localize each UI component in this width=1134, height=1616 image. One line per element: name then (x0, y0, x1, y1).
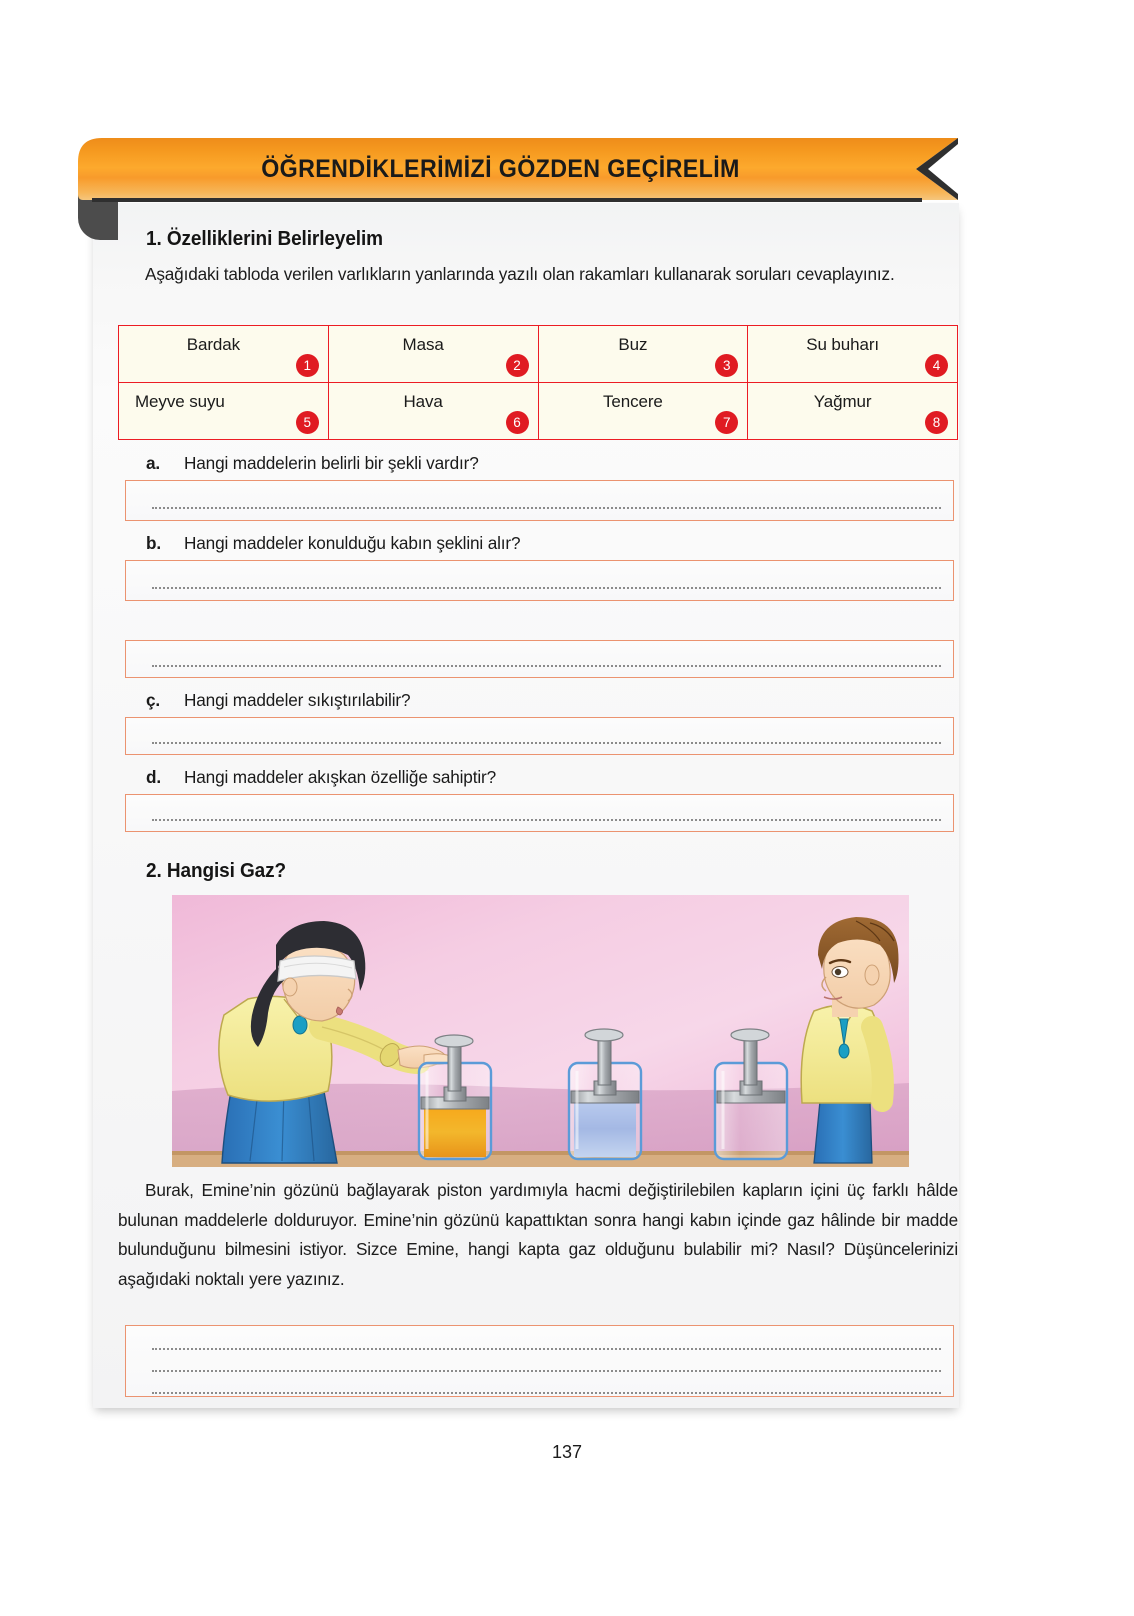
table-cell-meyve-suyu (119, 383, 329, 440)
question-text: Hangi maddeler akışkan özelliğe sahiptir? (184, 767, 496, 787)
answer-dotted-line (152, 742, 941, 744)
cell-label: Bardak (186, 335, 240, 354)
question-text: Hangi maddelerin belirli bir şekli vardır? (184, 453, 479, 473)
table-cell-hava (328, 383, 538, 440)
question-letter: b. (146, 533, 161, 553)
number-badge: 5 (296, 411, 319, 434)
section-2-paragraph: Burak, Emine’nin gözünü bağlayarak piston yardımıyla hacmi değiştirilebilen kapların içini üç farklı hâlde bulunan maddelerle dolduruyor. Emine’nin gözünü kapattıktan sonra hangi kabın içinde gaz hâlinde bir madde bulunduğunu bilmesini istiyor. Sizce Emine, hangi kapta gaz olduğunu bulabilir mi? Nasıl? Düşüncelerinizi aşağıdaki noktalı yere yazınız. (118, 1180, 958, 1289)
number-badge: 2 (506, 354, 529, 377)
question-c-cedilla (146, 690, 410, 711)
answer-dotted-line (152, 1392, 941, 1394)
answer-box-c[interactable] (125, 640, 954, 678)
page-title: ÖĞRENDİKLERİMİZİ GÖZDEN GEÇİRELİM (261, 154, 740, 183)
answer-box-b[interactable] (125, 560, 954, 601)
cell-label: Hava (403, 392, 443, 411)
question-text: Hangi maddeler konulduğu kabın şeklini alır? (184, 533, 521, 553)
answer-dotted-line (152, 587, 941, 589)
cell-label: Masa (402, 335, 444, 354)
question-letter: ç. (146, 690, 161, 710)
experiment-illustration (172, 895, 909, 1167)
table-cell-bardak (119, 326, 329, 383)
answer-dotted-line (152, 819, 941, 821)
question-d (146, 767, 496, 788)
cell-label: Yağmur (813, 392, 872, 411)
table-cell-yagmur (748, 383, 958, 440)
number-badge: 4 (925, 354, 948, 377)
answer-dotted-line (152, 1348, 941, 1350)
answer-box-a[interactable] (125, 480, 954, 521)
number-badge: 3 (715, 354, 738, 377)
section-1-intro: Aşağıdaki tabloda verilen varlıkların yanlarında yazılı olan rakamları kullanarak soruları cevaplayınız. (145, 264, 895, 284)
number-badge: 8 (925, 411, 948, 434)
answer-box-c-cedilla[interactable] (125, 717, 954, 755)
number-badge: 7 (715, 411, 738, 434)
cell-label: Buz (618, 335, 648, 354)
section-header-banner (78, 138, 978, 204)
table-cell-su-buhari (748, 326, 958, 383)
table-row (119, 383, 958, 440)
cell-label: Su buharı (806, 335, 880, 354)
answer-dotted-line (152, 665, 941, 667)
page-number: 137 (551, 1442, 583, 1462)
cell-label: Tencere (602, 392, 663, 411)
answer-dotted-line (152, 1370, 941, 1372)
answer-box-d[interactable] (125, 794, 954, 832)
answer-dotted-line (152, 507, 941, 509)
section-1-title: 1. Özelliklerini Belirleyelim (146, 228, 383, 250)
table-cell-buz (538, 326, 748, 383)
question-a (146, 453, 479, 474)
table-row (119, 326, 958, 383)
question-letter: d. (146, 767, 161, 787)
substances-table (118, 325, 958, 440)
number-badge: 1 (296, 354, 319, 377)
answer-box-long[interactable] (125, 1325, 954, 1397)
question-letter: a. (146, 453, 161, 473)
section-2-title: 2. Hangisi Gaz? (146, 860, 287, 882)
number-badge: 6 (506, 411, 529, 434)
table-cell-tencere (538, 383, 748, 440)
question-text: Hangi maddeler sıkıştırılabilir? (184, 690, 411, 710)
question-b (146, 533, 520, 554)
table-cell-masa (328, 326, 538, 383)
cell-label: Meyve suyu (135, 392, 225, 411)
illustration-svg (172, 895, 909, 1167)
